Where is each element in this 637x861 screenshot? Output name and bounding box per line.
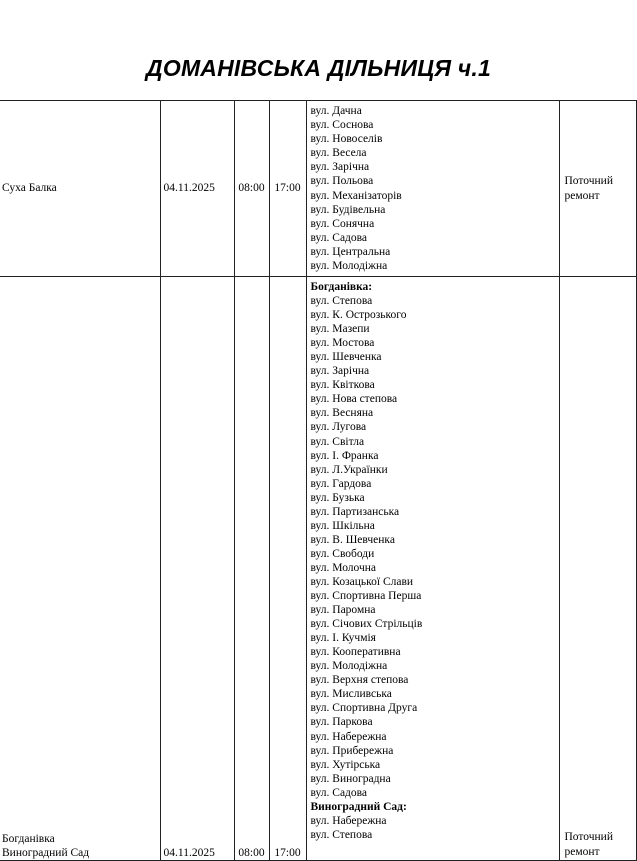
date-cell: 04.11.2025 — [160, 277, 234, 861]
street-item: вул. Молодіжна — [310, 660, 388, 673]
street-item: вул. Партизанська — [310, 505, 400, 518]
street-item: вул. Мазепи — [310, 323, 370, 336]
street-item: вул. Зарічна — [310, 365, 370, 378]
start-time-cell: 08:00 — [234, 101, 269, 277]
street-item: вул. Козацької Слави — [310, 575, 414, 588]
settlement-header: Виноградний Сад: — [310, 800, 407, 813]
street-item: вул. І. Франка — [310, 449, 379, 462]
street-item: вул. Паркова — [310, 716, 373, 729]
street-item: вул. Центральна — [310, 245, 391, 258]
location-line: Виноградний Сад — [2, 846, 90, 859]
street-item: вул. Будівельна — [310, 203, 386, 216]
start-time-cell: 08:00 — [234, 277, 269, 861]
work-type-line: ремонт — [564, 189, 600, 202]
street-item: вул. Кооперативна — [310, 646, 401, 659]
street-item: вул. Шевченка — [310, 351, 382, 364]
street-item: вул. Верхня степова — [310, 674, 409, 687]
location-cell: Суха Балка — [0, 101, 160, 277]
street-item: вул. Весняна — [310, 407, 374, 420]
table-row — [0, 101, 636, 277]
street-item: вул. Квіткова — [310, 379, 375, 392]
street-item: вул. Молодіжна — [310, 259, 388, 272]
street-item: вул. Спортивна Друга — [310, 702, 418, 715]
street-item: вул. Виноградна — [310, 772, 391, 785]
end-time-cell: 17:00 — [269, 277, 306, 861]
street-item: вул. Лугова — [310, 421, 367, 434]
street-item: вул. К. Острозького — [310, 309, 407, 322]
street-item: вул. Садова — [310, 231, 368, 244]
street-item: вул. Дачна — [310, 105, 362, 118]
street-item: вул. Зарічна — [310, 161, 370, 174]
street-item: вул. Спортивна Перша — [310, 590, 422, 603]
street-item: вул. Січових Стрільців — [310, 618, 423, 631]
work-type-cell — [559, 277, 636, 861]
street-item: вул. Молочна — [310, 561, 377, 574]
settlement-header: Богданівка: — [310, 281, 373, 293]
street-item: вул. Степова — [310, 828, 373, 841]
streets-cell — [306, 101, 559, 277]
street-item: вул. В. Шевченка — [310, 533, 395, 546]
location-line: Богданівка — [2, 832, 55, 845]
street-item: вул. Польова — [310, 175, 374, 188]
street-item: вул. І. Кучмія — [310, 632, 376, 645]
work-type-line: ремонт — [564, 846, 600, 858]
location-cell — [0, 277, 160, 861]
street-item: вул. Свободи — [310, 547, 375, 560]
street-item: вул. Соснова — [310, 119, 374, 132]
street-item: вул. Садова — [310, 786, 368, 799]
street-item: вул. Світла — [310, 435, 365, 448]
street-item: вул. Бузька — [310, 491, 365, 504]
street-item: вул. Хутірська — [310, 758, 381, 771]
street-item: вул. Л.Українки — [310, 463, 388, 476]
street-item: вул. Мисливська — [310, 688, 392, 701]
end-time-cell: 17:00 — [269, 101, 306, 277]
street-item: вул. Сонячна — [310, 217, 375, 230]
page-title: ДОМАНІВСЬКА ДІЛЬНИЦЯ ч.1 — [146, 55, 491, 81]
street-item: вул. Набережна — [310, 730, 387, 743]
street-item: вул. Мостова — [310, 337, 375, 350]
street-item: вул. Гардова — [310, 477, 372, 490]
work-type-line: Поточний — [564, 831, 613, 843]
street-item: вул. Нова степова — [310, 393, 398, 406]
street-item: вул. Набережна — [310, 814, 387, 827]
date-cell: 04.11.2025 — [160, 101, 234, 277]
table-row — [0, 277, 636, 861]
street-item: вул. Новоселів — [310, 133, 383, 146]
street-item: вул. Степова — [310, 295, 373, 308]
street-item: вул. Прибережна — [310, 744, 394, 757]
street-item: вул. Механізаторів — [310, 189, 402, 202]
streets-cell — [306, 277, 559, 861]
work-type-line: Поточний — [564, 174, 613, 187]
street-item: вул. Паромна — [310, 604, 376, 617]
outage-schedule-table — [0, 100, 637, 861]
street-item: вул. Весела — [310, 147, 367, 160]
street-item: вул. Шкільна — [310, 519, 375, 532]
work-type-cell — [559, 101, 636, 277]
